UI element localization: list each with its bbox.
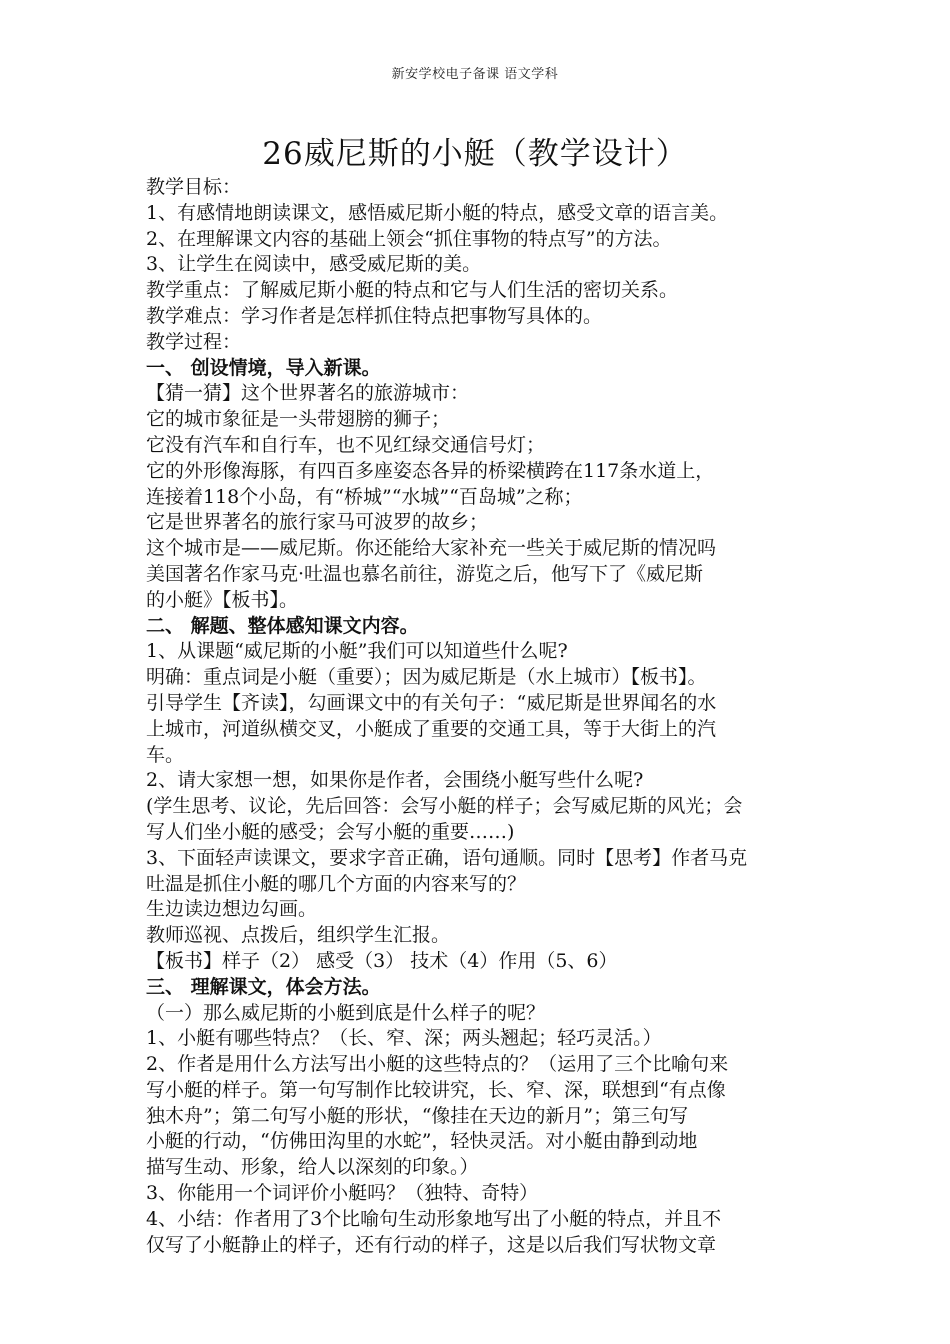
text-line: 这个城市是——威尼斯。你还能给大家补充一些关于威尼斯的情况吗 (146, 537, 717, 560)
text-line: 它的外形像海豚，有四百多座姿态各异的桥梁横跨在117条水道上， (146, 459, 715, 482)
document-title: 26威尼斯的小艇（教学设计） (262, 136, 688, 172)
page-header: 新安学校电子备课 语文学科 (391, 67, 559, 82)
section-heading: 二、 解题、整体感知课文内容。 (146, 614, 419, 637)
text-line: 3、你能用一个词评价小艇吗？（独特、奇特） (146, 1182, 539, 1205)
text-line: 4、小结：作者用了3个比喻句生动形象地写出了小艇的特点，并且不 (146, 1207, 722, 1230)
text-line: 吐温是抓住小艇的哪几个方面的内容来写的？ (146, 872, 527, 895)
text-line: 3、让学生在阅读中，感受威尼斯的美。 (146, 253, 482, 276)
text-line: 美国著名作家马克·吐温也慕名前往，游览之后，他写下了《威尼斯 (146, 562, 704, 585)
text-line: 2、请大家想一想，如果你是作者，会围绕小艇写些什么呢? (146, 769, 644, 792)
text-line: 3、下面轻声读课文，要求字音正确，语句通顺。同时【思考】作者马克 (146, 846, 748, 869)
text-line: 生边读边想边勾画。 (146, 898, 318, 921)
text-line: 它是世界著名的旅行家马可波罗的故乡； (146, 511, 489, 534)
text-line: 车。 (146, 743, 185, 766)
text-line: 2、作者是用什么方法写出小艇的这些特点的？（运用了三个比喻句来 (146, 1053, 729, 1076)
text-line: 上城市，河道纵横交叉，小艇成了重要的交通工具，等于大街上的汽 (146, 717, 717, 740)
text-line: 1、从课题“威尼斯的小艇”我们可以知道些什么呢? (146, 640, 568, 663)
text-line: 明确：重点词是小艇（重要）；因为威尼斯是（水上城市）【板书】。 (146, 666, 707, 689)
document-body (146, 175, 816, 1258)
text-line: 它的城市象征是一头带翅膀的狮子； (146, 408, 451, 431)
text-line: 写人们坐小艇的感受；会写小艇的重要……) (146, 820, 515, 843)
text-line: （一）那么威尼斯的小艇到底是什么样子的呢？ (146, 1001, 546, 1024)
text-line: 仅写了小艇静止的样子，还有行动的样子，这是以后我们写状物文章 (146, 1233, 717, 1256)
text-line: 【板书】样子（2） 感受（3） 技术（4）作用（5、6） (146, 949, 618, 972)
text-line: 小艇的行动，“仿佛田沟里的水蛇”，轻快灵活。对小艇由静到动地 (146, 1130, 698, 1153)
text-line: 连接着118个小岛，有“桥城”“水城”“百岛城”之称； (146, 485, 583, 508)
text-line: 【猜一猜】这个世界著名的旅游城市： (146, 382, 470, 405)
text-line: 引导学生【齐读】，勾画课文中的有关句子：“威尼斯是世界闻名的水 (146, 691, 717, 714)
text-line: 写小艇的样子。第一句写制作比较讲究，长、窄、深，联想到“有点像 (146, 1078, 726, 1101)
text-line: 教学重点：了解威尼斯小艇的特点和它与人们生活的密切关系。 (146, 279, 679, 302)
text-line: 教师巡视、点拨后，组织学生汇报。 (146, 924, 451, 947)
text-line: 教学难点：学习作者是怎样抓住特点把事物写具体的。 (146, 304, 603, 327)
text-line: 2、在理解课文内容的基础上领会“抓住事物的特点写”的方法。 (146, 227, 672, 250)
section-heading: 一、 创设情境，导入新课。 (146, 356, 381, 379)
text-line: 描写生动、形象，给人以深刻的印象。） (146, 1156, 479, 1179)
text-line: (学生思考、议论，先后回答：会写小艇的样子；会写威尼斯的风光；会 (146, 795, 743, 818)
text-line: 的小艇》【板书】。 (146, 588, 299, 611)
text-line: 教学目标： (146, 176, 242, 198)
text-line: 1、小艇有哪些特点？（长、窄、深；两头翘起；轻巧灵活。） (146, 1027, 662, 1050)
text-line: 1、有感情地朗读课文，感悟威尼斯小艇的特点，感受文章的语言美。 (146, 201, 729, 224)
text-line: 独木舟”；第二句写小艇的形状，“像挂在天边的新月”；第三句写 (146, 1104, 689, 1127)
text-line: 它没有汽车和自行车，也不见红绿交通信号灯； (146, 433, 546, 456)
text-line: 教学过程： (146, 330, 242, 353)
section-heading: 三、 理解课文，体会方法。 (146, 975, 381, 998)
